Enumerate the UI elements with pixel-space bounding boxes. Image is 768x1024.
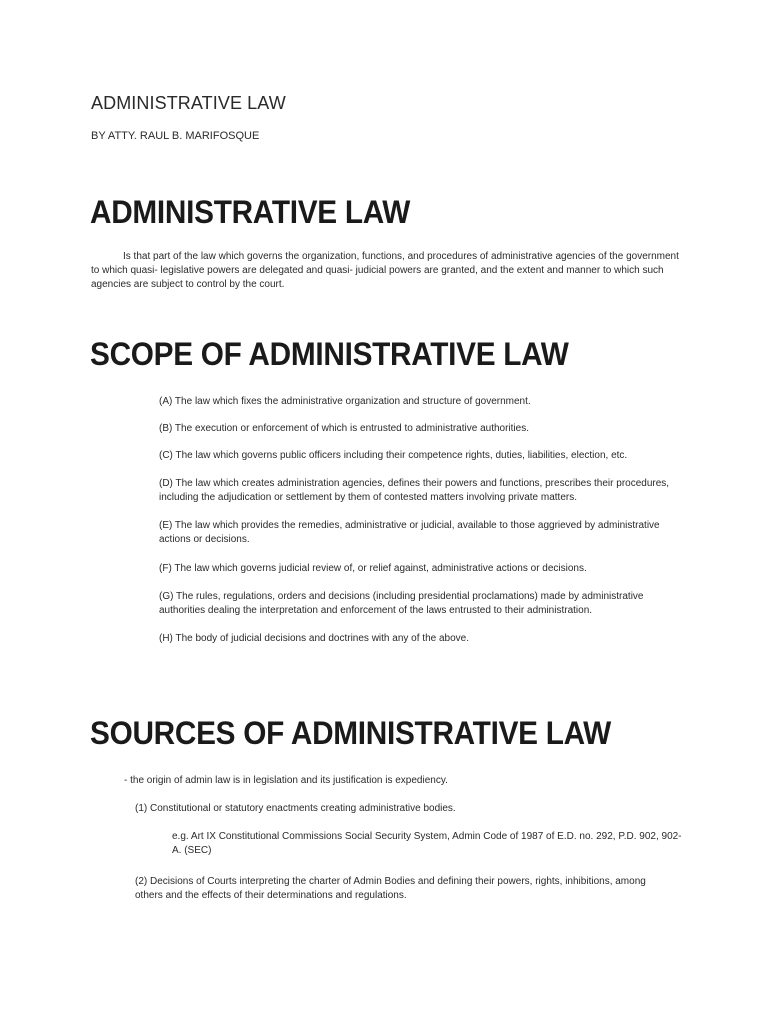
scope-item-h: (H) The body of judicial decisions and doctrines with any of the above.	[159, 633, 469, 644]
scope-item-a: (A) The law which fixes the administrative organization and structure of government.	[159, 396, 531, 407]
heading-scope: SCOPE OF ADMINISTRATIVE LAW	[90, 336, 569, 372]
scope-item-e: (E) The law which provides the remedies, administrative or judicial, available to those aggrieved by administrative actions or decisions.	[159, 520, 660, 545]
definition-paragraph: Is that part of the law which governs the organization, functions, and procedures of administrative agencies of the government to which quasi- legislative powers are delegated and quasi- judicial powers are granted, and the extent and manner to which such agencies are subject to control by the court.	[91, 251, 679, 290]
scope-item-d: (D) The law which creates administration agencies, defines their powers and functions, prescribes their procedures, including the adjudication or settlement by them of contested matters involving private matters.	[159, 478, 670, 503]
document-author: BY ATTY. RAUL B. MARIFOSQUE	[91, 130, 260, 142]
document-title: ADMINISTRATIVE LAW	[91, 93, 286, 113]
sources-item-1: (1) Constitutional or statutory enactments creating administrative bodies.	[135, 803, 456, 814]
sources-item-1-example: e.g. Art IX Constitutional Commissions Social Security System, Admin Code of 1987 of E.D. no. 292, P.D. 902, 902-A. (SEC)	[172, 831, 682, 856]
heading-sources: SOURCES OF ADMINISTRATIVE LAW	[90, 715, 611, 751]
heading-administrative-law: ADMINISTRATIVE LAW	[90, 194, 411, 230]
scope-item-f: (F) The law which governs judicial review of, or relief against, administrative actions or decisions.	[159, 563, 587, 574]
scope-item-c: (C) The law which governs public officers including their competence rights, duties, liabilities, election, etc.	[159, 450, 628, 461]
sources-item-2: (2) Decisions of Courts interpreting the charter of Admin Bodies and defining their powers, rights, inhibitions, among others and the effects of their determinations and regulations.	[135, 876, 646, 901]
sources-intro: - the origin of admin law is in legislation and its justification is expediency.	[124, 775, 448, 786]
scope-item-b: (B) The execution or enforcement of which is entrusted to administrative authorities.	[159, 423, 529, 434]
scope-item-g: (G) The rules, regulations, orders and decisions (including presidential proclamations) made by administrative authorities dealing the interpretation and enforcement of the laws entrusted to their administration.	[159, 591, 644, 616]
